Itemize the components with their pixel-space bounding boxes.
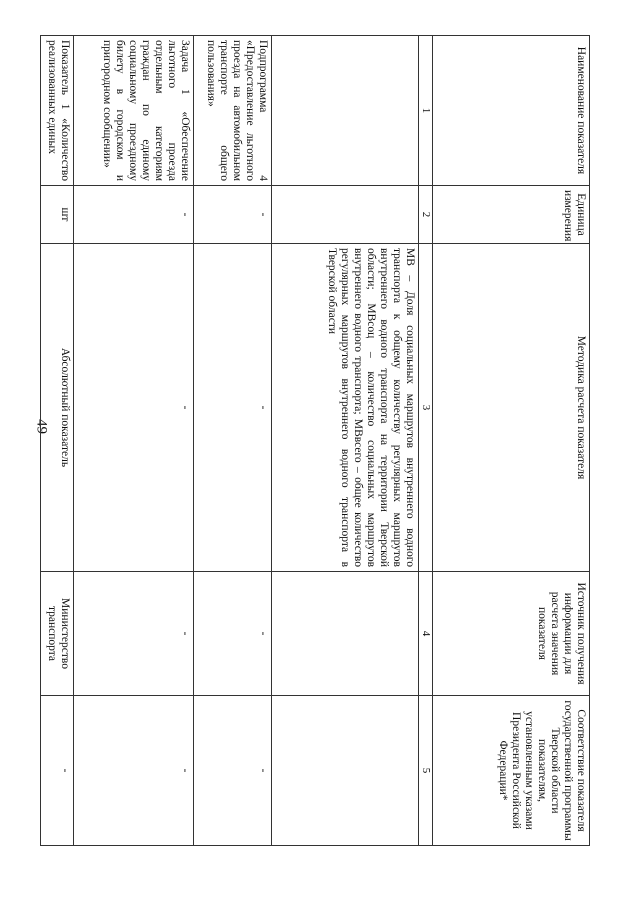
- cell-name: Показатель 1 «Количество реализованных единых: [41, 36, 74, 186]
- table-row: [74, 36, 194, 846]
- header-method: Методика расчета показателя: [433, 244, 590, 572]
- cell-method: МВ – Доля социальных маршрутов внутреннего водного транспорта к общему количеству регулярных маршрутов внутреннего водного транспорта на территории Тверской области; МВсоц – количество социальных маршрутов внутреннего водного транспорта; МВвсего – общее количество регулярных маршрутов внутреннего водного транспорта в Тверской области: [272, 244, 419, 572]
- col-number: 4: [419, 572, 433, 696]
- table-row: [41, 36, 74, 846]
- cell-name: Задача 1 «Обеспечение льготного проезда отдельным категориям граждан по единому социальному проездному билету в городском и пригородном сообщении»: [74, 36, 194, 186]
- col-number: 5: [419, 696, 433, 846]
- cell-method: -: [194, 244, 272, 572]
- cell-compliance: -: [41, 696, 74, 846]
- page-number: 49: [33, 419, 50, 434]
- cell-unit: -: [74, 186, 194, 244]
- indicators-table: [40, 35, 590, 846]
- cell-compliance: -: [74, 696, 194, 846]
- cell-source: Министерство транспорта: [41, 572, 74, 696]
- cell-unit: шт: [41, 186, 74, 244]
- cell-unit: -: [194, 186, 272, 244]
- header-source: Источник получения информации для расчета значения показателя: [433, 572, 590, 696]
- cell-source: -: [74, 572, 194, 696]
- column-number-row: [419, 36, 433, 846]
- cell-compliance: [272, 696, 419, 846]
- cell-method: Абсолютный показатель: [41, 244, 74, 572]
- header-compliance: Соответствие показателя государственной программы Тверской области показателям, установленным указами Президента Российской Федерации*: [433, 696, 590, 846]
- rotated-table-page: [46, 35, 590, 845]
- cell-name: [272, 36, 419, 186]
- table-row: [194, 36, 272, 846]
- header-indicator-name: Наименование показателя: [433, 36, 590, 186]
- col-number: 1: [419, 36, 433, 186]
- col-number: 3: [419, 244, 433, 572]
- table-row: [272, 36, 419, 846]
- cell-source: [272, 572, 419, 696]
- col-number: 2: [419, 186, 433, 244]
- header-unit: Единица измерения: [433, 186, 590, 244]
- cell-source: -: [194, 572, 272, 696]
- cell-unit: [272, 186, 419, 244]
- cell-compliance: -: [194, 696, 272, 846]
- cell-method: -: [74, 244, 194, 572]
- cell-name: Подпрограмма 4 «Предоставление льготного проезда на автомобильном транспорте общего пользования»: [194, 36, 272, 186]
- table-header-row: [433, 36, 590, 846]
